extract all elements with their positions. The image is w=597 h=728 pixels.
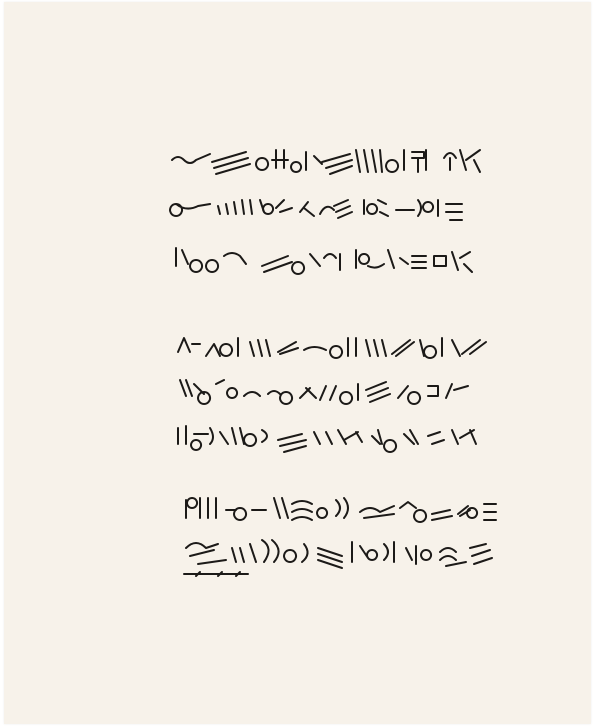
script-line-5 (180, 380, 468, 404)
script-line-4 (178, 338, 486, 358)
script-line-2 (170, 200, 462, 220)
script-line-6 (178, 426, 476, 452)
script-line-3 (176, 248, 472, 274)
script-line-8 (184, 540, 492, 576)
script-line-1 (172, 150, 480, 174)
script-line-7 (186, 498, 496, 522)
